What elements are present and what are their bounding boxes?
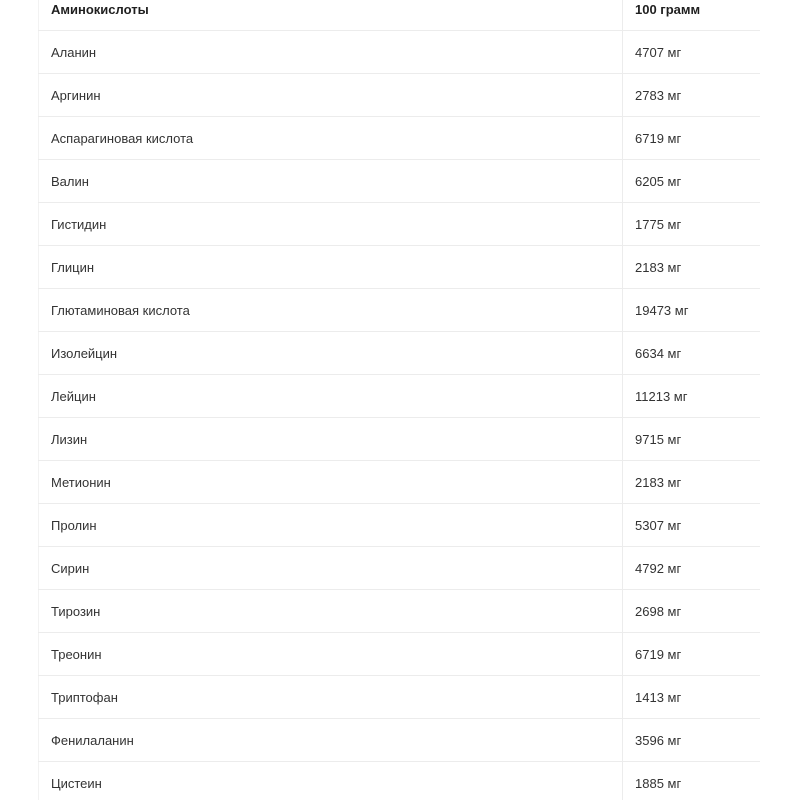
amino-acid-name: Лизин [39, 418, 623, 461]
table-row [39, 762, 761, 800]
header-row [39, 0, 761, 31]
amino-acid-amount: 1413 мг [623, 676, 761, 719]
table-row [39, 117, 761, 160]
amino-acid-name: Метионин [39, 461, 623, 504]
table-row [39, 246, 761, 289]
amino-acid-amount: 2183 мг [623, 461, 761, 504]
table-row [39, 676, 761, 719]
table-row [39, 332, 761, 375]
amino-acid-name: Изолейцин [39, 332, 623, 375]
amino-acid-name: Цистеин [39, 762, 623, 800]
amino-acid-name: Гистидин [39, 203, 623, 246]
amino-acid-name: Треонин [39, 633, 623, 676]
amino-acid-amount: 1775 мг [623, 203, 761, 246]
amino-acid-name: Аргинин [39, 74, 623, 117]
amino-acid-name: Глицин [39, 246, 623, 289]
table-row [39, 203, 761, 246]
table-row [39, 590, 761, 633]
amino-acid-name: Триптофан [39, 676, 623, 719]
amino-acid-amount: 19473 мг [623, 289, 761, 332]
table-row [39, 289, 761, 332]
amino-acid-amount: 2183 мг [623, 246, 761, 289]
table-row [39, 375, 761, 418]
amino-acid-amount: 5307 мг [623, 504, 761, 547]
amino-acid-name: Глютаминовая кислота [39, 289, 623, 332]
table-body [39, 31, 761, 800]
amino-acid-name: Тирозин [39, 590, 623, 633]
table-row [39, 418, 761, 461]
amino-acid-amount: 9715 мг [623, 418, 761, 461]
amino-acid-amount: 6634 мг [623, 332, 761, 375]
amino-acid-amount: 6719 мг [623, 633, 761, 676]
amino-acid-amount: 6205 мг [623, 160, 761, 203]
table-row [39, 719, 761, 762]
table-row [39, 633, 761, 676]
amino-acid-table-container [38, 0, 760, 800]
header-per-100g: 100 грамм [623, 0, 761, 31]
table-row [39, 160, 761, 203]
header-amino-acids: Аминокислоты [39, 0, 623, 31]
amino-acid-name: Валин [39, 160, 623, 203]
amino-acid-table [38, 0, 760, 800]
table-row [39, 461, 761, 504]
amino-acid-name: Пролин [39, 504, 623, 547]
amino-acid-name: Лейцин [39, 375, 623, 418]
amino-acid-amount: 2783 мг [623, 74, 761, 117]
amino-acid-amount: 3596 мг [623, 719, 761, 762]
amino-acid-amount: 4792 мг [623, 547, 761, 590]
amino-acid-name: Аланин [39, 31, 623, 74]
amino-acid-name: Аспарагиновая кислота [39, 117, 623, 160]
amino-acid-amount: 4707 мг [623, 31, 761, 74]
table-row [39, 74, 761, 117]
amino-acid-amount: 1885 мг [623, 762, 761, 800]
amino-acid-amount: 2698 мг [623, 590, 761, 633]
amino-acid-amount: 11213 мг [623, 375, 761, 418]
table-header [39, 0, 761, 31]
amino-acid-name: Сирин [39, 547, 623, 590]
amino-acid-name: Фенилаланин [39, 719, 623, 762]
amino-acid-amount: 6719 мг [623, 117, 761, 160]
table-row [39, 31, 761, 74]
table-row [39, 504, 761, 547]
table-row [39, 547, 761, 590]
